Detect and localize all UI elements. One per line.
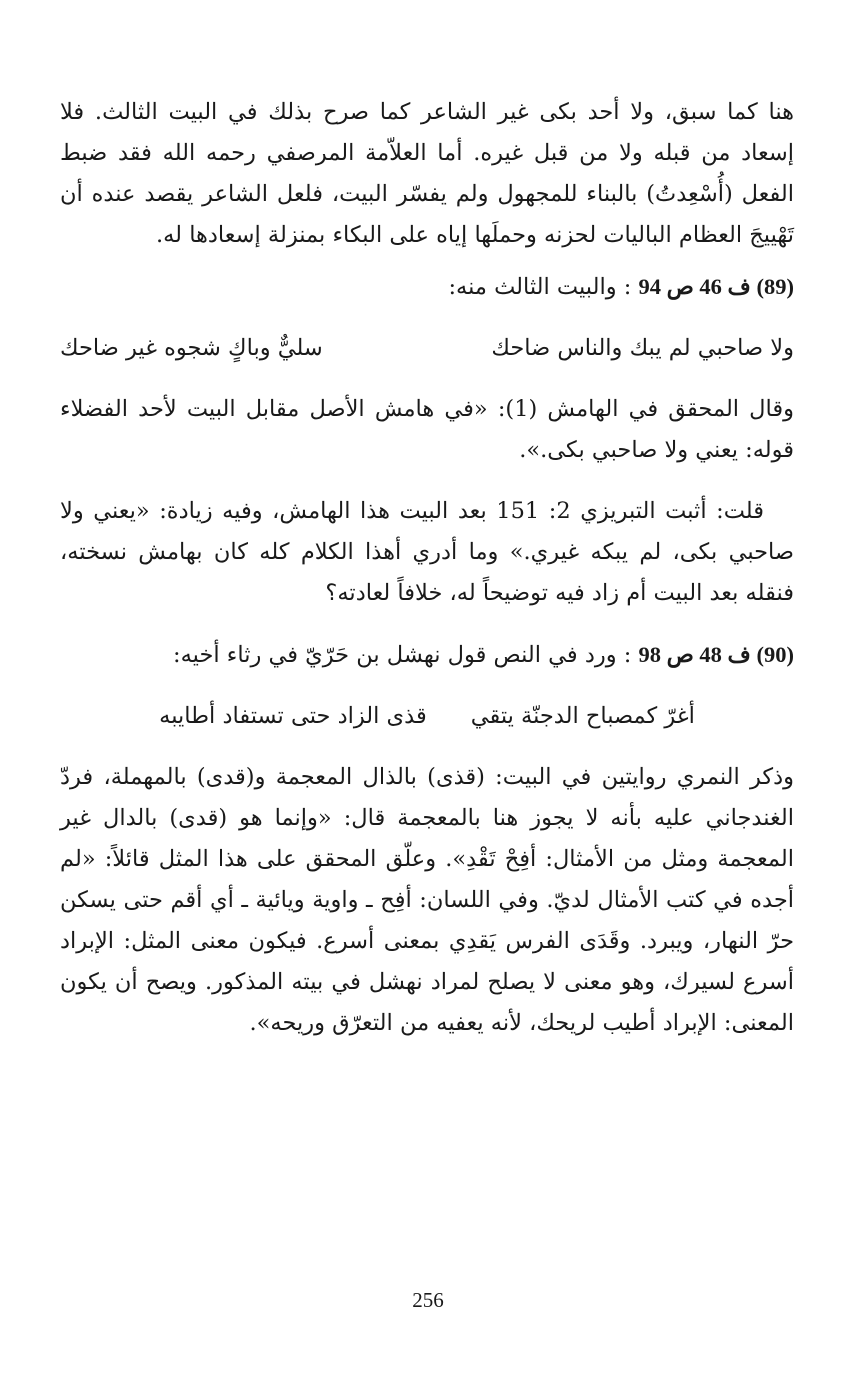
verse-2-first-hemistich: أغرّ كمصباح الدجنّة يتقي	[470, 703, 695, 729]
verse-1	[60, 328, 794, 369]
verse-2	[60, 696, 794, 737]
note-89-text: : والبيت الثالث منه:	[448, 274, 639, 300]
verse-1-first-hemistich: ولا صاحبي لم يبك والناس ضاحك	[491, 335, 794, 361]
note-90-number: (90) ف 48 ص 98	[638, 642, 794, 667]
page-number: 256	[412, 1288, 444, 1312]
paragraph-footnote-quote: وقال المحقق في الهامش (1): «في هامش الأصل مقابل البيت لأحد الفضلاء قوله: يعني ولا صاحبي بكى.».	[60, 396, 795, 463]
paragraph-namari: وذكر النمري روايتين في البيت: (قذى) بالذال المعجمة و(قدى) بالمهملة، فردّ الغندجاني عليه بأنه لا يجوز هنا بالمعجمة قال: «وإنما هو (قدى) بالدال غير المعجمة ومثل من الأمثال: أفِحْ تَقْدِ». وعلّق المحقق على هذا المثل قائلاً: «لم أجده في كتب الأمثال لديّ. وفي اللسان: أفِح ـ واوية ويائية ـ أي أقم حتى يسكن حرّ النهار، ويبرد. وقَدَى الفرس يَقدِي بمعنى أسرع. فيكون معنى المثل: الإبراد أسرع لسيرك، وهو معنى لا يصلح لمراد نهشل في بيته المذكور. ويصح أن يكون المعنى: الإبراد أطيب لريحك، لأنه يعفيه من التعرّق وريحه».	[60, 764, 794, 1036]
verse-1-second-hemistich: سليٌّ وباكٍ شجوه غير ضاحك	[60, 335, 323, 361]
note-89	[60, 266, 794, 308]
note-90-text: : ورد في النص قول نهشل بن حَرّيّ في رثاء أخيه:	[173, 642, 639, 668]
note-90	[60, 634, 794, 676]
paragraph-tabrizi: قلت: أثبت التبريزي 2: 151 بعد البيت هذا الهامش، وفيه زيادة: «يعني ولا صاحبي بكى، لم يبكه غيري.» وما أدري أهذا الكلام كله كان بهامش نسخته، فنقله بعد البيت أم زاد فيه توضيحاً له، خلافاً لعادته؟	[60, 498, 794, 606]
note-89-number: (89) ف 46 ص 94	[638, 274, 794, 299]
verse-2-second-hemistich: قذى الزاد حتى تستفاد أطايبه	[159, 703, 427, 729]
paragraph-intro: هنا كما سبق، ولا أحد بكى غير الشاعر كما صرح بذلك في البيت الثالث. فلا إسعاد من قبله ولا من قبل غيره. أما العلاّمة المرصفي رحمه الله فقد ضبط الفعل (أُسْعِدتُ) بالبناء للمجهول ولم يفسّر البيت، فلعل الشاعر يقصد عنده أن تَهْييجَ العظام الباليات لحزنه وحملَها إياه على البكاء بمنزلة إسعادها له.	[60, 99, 794, 248]
page-body	[60, 92, 794, 1044]
